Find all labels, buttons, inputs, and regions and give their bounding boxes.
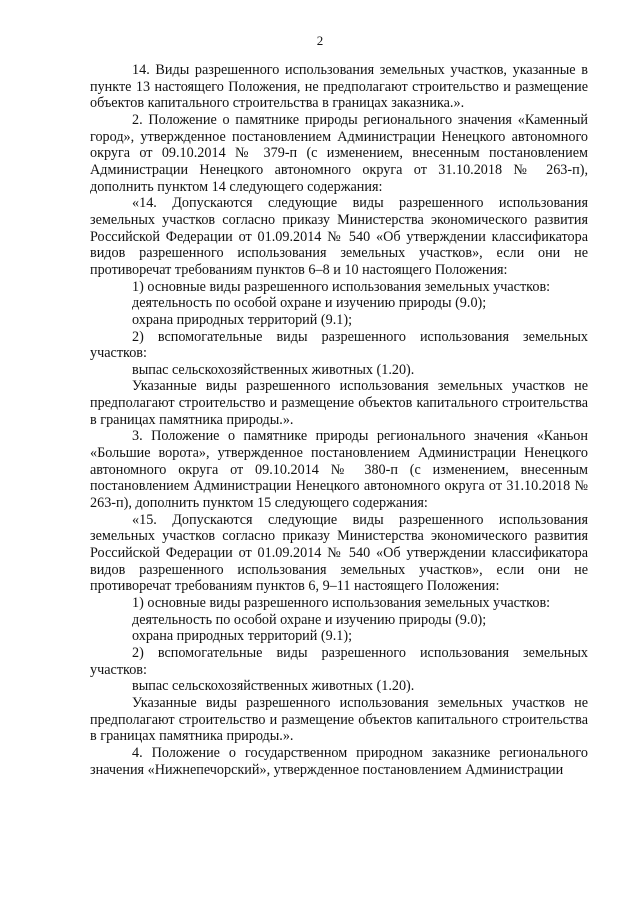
- list-item: 2) вспомогательные виды разрешенного использования земельных участков:: [90, 644, 588, 678]
- list-item: деятельность по особой охране и изучению природы (9.0);: [132, 611, 487, 628]
- paragraph: Указанные виды разрешенного использования земельных участков не предполагают строительство и размещение объектов капитального строительства в границах памятника природы.».: [90, 694, 588, 745]
- list-item: охрана природных территорий (9.1);: [132, 311, 353, 328]
- paragraph: 14. Виды разрешенного использования земельных участков, указанные в пункте 13 настоящего Положения, не предполагают строительство и размещение объектов капитального строительства в границах заказника.».: [90, 62, 588, 112]
- paragraph: «15. Допускаются следующие виды разрешенного использования земельных участков согласно приказу Министерства экономического развития Российской Федерации от 01.09.2014 № 540 «Об утверждении классификатора видов разрешенного использования земельных участков», если они не противоречат требованиям пунктов 6, 9–11 настоящего Положения:: [90, 511, 588, 595]
- page-number: 2: [316, 33, 324, 48]
- document-body: [90, 62, 588, 778]
- list-item: 1) основные виды разрешенного использования земельных участков:: [132, 278, 551, 295]
- list-item: 2) вспомогательные виды разрешенного использования земельных участков:: [90, 328, 588, 362]
- paragraph: 2. Положение о памятнике природы регионального значения «Каменный город», утвержденное постановлением Администрации Ненецкого автономного округа от 09.10.2014 № 379-п (с изменением, внесенным постановлением Администрации Ненецкого автономного округа от 31.10.2018 № 263-п), дополнить пунктом 14 следующего содержания:: [90, 111, 588, 195]
- paragraph: «14. Допускаются следующие виды разрешенного использования земельных участков согласно приказу Министерства экономического развития Российской Федерации от 01.09.2014 № 540 «Об утверждении классификатора видов разрешенного использования земельных участков», если они не противоречат требованиям пунктов 6–8 и 10 настоящего Положения:: [90, 195, 588, 278]
- list-item: деятельность по особой охране и изучению природы (9.0);: [132, 295, 487, 312]
- paragraph: Указанные виды разрешенного использования земельных участков не предполагают строительство и размещение объектов капитального строительства в границах памятника природы.».: [90, 378, 588, 428]
- paragraph: 4. Положение о государственном природном заказнике регионального значения «Нижнепечорский», утвержденное постановлением Администрации: [90, 744, 588, 778]
- list-item: выпас сельскохозяйственных животных (1.20).: [132, 361, 415, 378]
- list-item: 1) основные виды разрешенного использования земельных участков:: [132, 595, 551, 611]
- list-item: охрана природных территорий (9.1);: [132, 628, 353, 645]
- paragraph: 3. Положение о памятнике природы регионального значения «Каньон «Большие ворота», утвержденное постановлением Администрации Ненецкого автономного округа от 09.10.2014 № 380-п (с изменением, внесенным постановлением Администрации Ненецкого автономного округа от 31.10.2018 № 263-п), дополнить пунктом 15 следующего содержания:: [90, 428, 588, 512]
- list-item: выпас сельскохозяйственных животных (1.20).: [132, 678, 415, 695]
